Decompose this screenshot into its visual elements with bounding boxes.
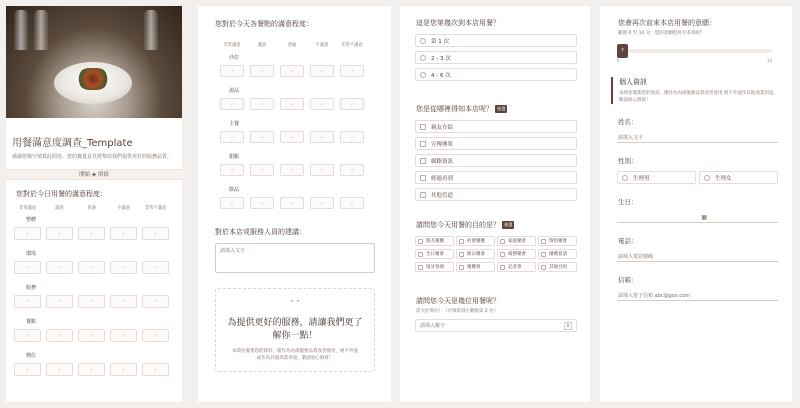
checkbox-icon [420,175,426,181]
question-hint: 需大於零位！（可填寫到小數點第 2 位） [416,309,499,314]
stepper-icon[interactable]: ⇕ [565,322,570,329]
info-card [215,288,375,372]
rating-row [6,223,182,240]
question-label [400,201,590,230]
purpose-option[interactable] [538,262,577,272]
rating-option[interactable] [250,65,274,77]
rating-option[interactable] [46,329,73,342]
question-text: 請問您今天用餐的目的是？ [416,221,500,229]
matrix-row-label: 主餐 [229,121,240,127]
scale-label: 不滿意 [117,206,130,211]
option-label: 其他目的 [549,265,567,270]
rating-option[interactable] [280,131,304,143]
option-label: 親友介紹 [431,124,454,131]
rating-option[interactable] [110,363,137,376]
matrix-row-label: 沙拉 [229,55,240,61]
input-placeholder: 請填入文字 [618,134,644,141]
gender-label: 性別： [618,157,638,165]
rating-option[interactable] [110,227,137,240]
purpose-option[interactable] [538,249,577,259]
rating-option[interactable] [310,164,334,176]
purpose-option[interactable] [497,249,536,259]
matrix-row-label: 飲品 [229,187,240,193]
scale-label: 普通 [87,206,96,211]
matrix-row-label: 餐點 [26,319,37,325]
option-label: 4 - 6 次 [431,72,451,79]
rating-option[interactable] [310,197,334,209]
slider-handle[interactable]: ? [617,44,628,58]
rating-option[interactable] [78,227,105,240]
rating-option[interactable] [142,329,169,342]
option-label: 情侶聚會 [549,239,567,244]
source-option[interactable] [415,154,577,167]
rating-option[interactable] [220,164,244,176]
question-hint: 範圍 0 至 10 分，您的意願程度有多高呢？ [618,31,705,36]
rating-option[interactable] [280,98,304,110]
option-label: 生日聚會 [426,252,444,257]
purpose-option[interactable] [538,236,577,246]
gender-option-female[interactable] [699,171,778,184]
checkbox-icon [500,265,505,270]
survey-description: 感謝您撥空填寫此問卷，您的寶貴意見將幫助我們提供更好的服務品質。 [12,154,173,160]
survey-page-4 [600,6,792,402]
rating-option[interactable] [142,363,169,376]
checkbox-icon [500,252,505,257]
radio-icon [420,55,426,61]
rating-option[interactable] [14,295,41,308]
checkbox-icon [418,265,423,270]
scale-label: 滿意 [55,206,64,211]
survey-cover-panel [6,6,182,402]
radio-icon [420,72,426,78]
purpose-option[interactable] [456,236,495,246]
option-label: 生理女 [715,175,732,182]
multi-select-badge: 複選 [497,106,506,111]
matrix-row-label: 服務 [26,285,37,291]
checkbox-icon [541,265,546,270]
purpose-option[interactable] [415,262,454,272]
rating-option[interactable] [340,131,364,143]
rating-option[interactable] [110,261,137,274]
slider-labels [617,58,772,63]
info-text: 本問卷蒐集您的資料，僅作為內部服務品質改善使用，絕不外流或作為其他商業用途，敬請放心填寫！ [232,349,358,361]
name-input[interactable] [617,132,778,143]
radio-icon [420,38,426,44]
rating-row [198,61,391,77]
rating-option[interactable] [340,197,364,209]
party-size-input[interactable] [415,319,577,332]
visit-option[interactable] [415,51,577,64]
quote-icon: “ ” [290,299,300,307]
question-label: 請問您今天是幾位用餐呢？ [416,297,500,305]
rating-option[interactable] [340,164,364,176]
checkbox-icon [459,265,464,270]
gender-option-male[interactable] [617,171,696,184]
question-label: 您對於今天各餐點的滿意程度： [215,20,313,28]
checkbox-icon [500,239,505,244]
info-heading: 為提供更好的服務，請讓我們更了解你一點！ [227,318,363,341]
survey-page-2 [198,6,391,402]
rating-row [198,160,391,176]
calendar-icon[interactable]: ▦ [701,213,707,221]
checkbox-icon [541,252,546,257]
purpose-option[interactable] [456,262,495,272]
radio-icon [622,175,628,181]
visit-option[interactable] [415,68,577,81]
option-label: 其他管道 [431,192,454,199]
option-label: 節日聚會 [467,252,485,257]
start-button[interactable]: 開始 ◈ 填寫 [6,169,182,180]
rating-option[interactable] [46,261,73,274]
rating-row [6,291,182,308]
scale-header [6,199,182,211]
slider-max-label: 10 [766,58,772,63]
option-label: 第 1 次 [431,38,449,45]
rating-option[interactable] [280,164,304,176]
survey-title: 用餐滿意度調查_Template [12,138,133,149]
rating-option[interactable] [14,227,41,240]
rating-option[interactable] [14,363,41,376]
rating-option[interactable] [46,363,73,376]
rating-option[interactable] [220,65,244,77]
scale-label: 滿意 [257,43,267,48]
option-label: 經過看到 [431,175,454,182]
rating-option[interactable] [250,197,274,209]
option-label: 記者會 [508,265,522,270]
email-label: 信箱： [618,276,638,284]
option-label: 2 - 3 次 [431,55,451,62]
option-label: 約會聚餐 [467,239,485,244]
rating-option[interactable] [78,329,105,342]
rating-option[interactable] [78,363,105,376]
question-label: 對於本店或服務人員的建議： [215,228,306,236]
birthday-input[interactable] [617,212,778,223]
checkbox-icon [418,252,423,257]
rating-option[interactable] [14,329,41,342]
rating-option[interactable] [250,164,274,176]
personal-info-section [611,77,792,104]
purpose-option[interactable] [415,249,454,259]
rating-option[interactable] [340,98,364,110]
source-option[interactable] [415,188,577,201]
purpose-option[interactable] [497,262,536,272]
purpose-option[interactable] [456,249,495,259]
revisit-slider[interactable] [617,44,772,58]
matrix-row-label: 湯品 [229,88,240,94]
rating-option[interactable] [220,98,244,110]
phone-input[interactable] [617,251,778,262]
source-option[interactable] [415,120,577,133]
question-label: 這是您第幾次到本店用餐？ [416,19,500,27]
phone-label: 電話： [618,237,638,245]
birthday-label: 生日： [618,198,638,206]
checkbox-icon [420,141,426,147]
option-label: 朋友聚餐 [426,239,444,244]
rating-option[interactable] [220,197,244,209]
rating-option[interactable] [142,295,169,308]
matrix-row-label: 甜點 [229,154,240,160]
rating-option[interactable] [280,65,304,77]
matrix-row-label: 整體 [26,217,37,223]
rating-row [198,193,391,209]
rating-option[interactable] [250,98,274,110]
purpose-option[interactable] [497,236,536,246]
rating-option[interactable] [250,131,274,143]
name-label: 姓名： [618,118,638,126]
question-label: 您會再次前來本店用餐的意願： [618,19,716,27]
rating-option[interactable] [310,65,334,77]
checkbox-icon [459,252,464,257]
visit-option[interactable] [415,34,577,47]
wine-glass-graphic [34,10,48,50]
rating-option[interactable] [142,227,169,240]
rating-option[interactable] [46,295,73,308]
input-placeholder: 請填入電子信箱 abc@goo.com [618,292,691,299]
rating-option[interactable] [78,295,105,308]
input-placeholder: 請填入電話號碼 [618,253,654,260]
scale-label: 不滿意 [315,43,329,48]
checkbox-icon [541,239,546,244]
gender-options [617,171,792,184]
survey-page-3 [400,6,590,402]
rating-row [6,325,182,342]
checkbox-icon [420,192,426,198]
question-text: 您是從哪裡得知本店呢？ [416,105,493,113]
option-label: 網路資訊 [431,158,454,165]
wine-glass-graphic [14,10,28,50]
scale-label: 非常不滿意 [341,43,363,48]
rating-option[interactable] [78,261,105,274]
rating-option[interactable] [14,261,41,274]
rating-option[interactable] [110,295,137,308]
slider-track[interactable] [617,49,772,53]
rating-option[interactable] [310,131,334,143]
checkbox-icon [418,239,423,244]
purpose-options [415,236,577,272]
input-placeholder: 請填入數字 [420,323,446,329]
rating-option[interactable] [110,329,137,342]
rating-row [198,94,391,110]
question-label: 您對於今日用餐的滿意程度： [16,190,107,198]
option-label: 商務聚會 [508,252,526,257]
wine-glass-graphic [144,10,158,50]
checkbox-icon [459,239,464,244]
slider-min-label: 0 [617,58,620,63]
rating-option[interactable] [280,197,304,209]
rating-option[interactable] [310,98,334,110]
rating-option[interactable] [142,261,169,274]
checkbox-icon [420,158,426,164]
section-heading: 個人資訊 [619,78,647,86]
option-label: 家庭聚會 [508,239,526,244]
rating-option[interactable] [46,227,73,240]
option-label: 聚餐會 [467,265,481,270]
rating-option[interactable] [340,65,364,77]
radio-icon [704,175,710,181]
source-option[interactable] [415,171,577,184]
dish-graphic [78,68,108,90]
scale-label: 非常滿意 [18,206,37,211]
scale-header [198,29,391,48]
rating-row [198,127,391,143]
option-label: 生理男 [633,175,650,182]
option-label: 宣傳傳單 [431,141,454,148]
rating-row [6,257,182,274]
section-description: 本問卷蒐集您的資訊，僅作為內部服務品質改善使用 絕不外流作其他商業用途，敬請放心填寫！ [619,91,778,103]
email-input[interactable] [617,290,778,301]
restaurant-hero-image [6,6,182,118]
scale-label: 非常滿意 [223,43,241,48]
matrix-row-label: 環境 [26,251,37,257]
scale-label: 普通 [287,43,297,48]
option-label: 婚禮宴請 [549,252,567,257]
rating-option[interactable] [220,131,244,143]
option-label: 尾牙春酒 [426,265,444,270]
rating-row [6,359,182,376]
source-option[interactable] [415,137,577,150]
scale-label: 非常不滿意 [144,206,167,211]
checkbox-icon [420,124,426,130]
purpose-option[interactable] [415,236,454,246]
multi-select-badge: 複選 [504,222,513,227]
matrix-row-label: 價位 [26,353,37,359]
question-label [400,81,590,114]
suggestion-textarea[interactable]: 請填入文字 [215,243,375,273]
